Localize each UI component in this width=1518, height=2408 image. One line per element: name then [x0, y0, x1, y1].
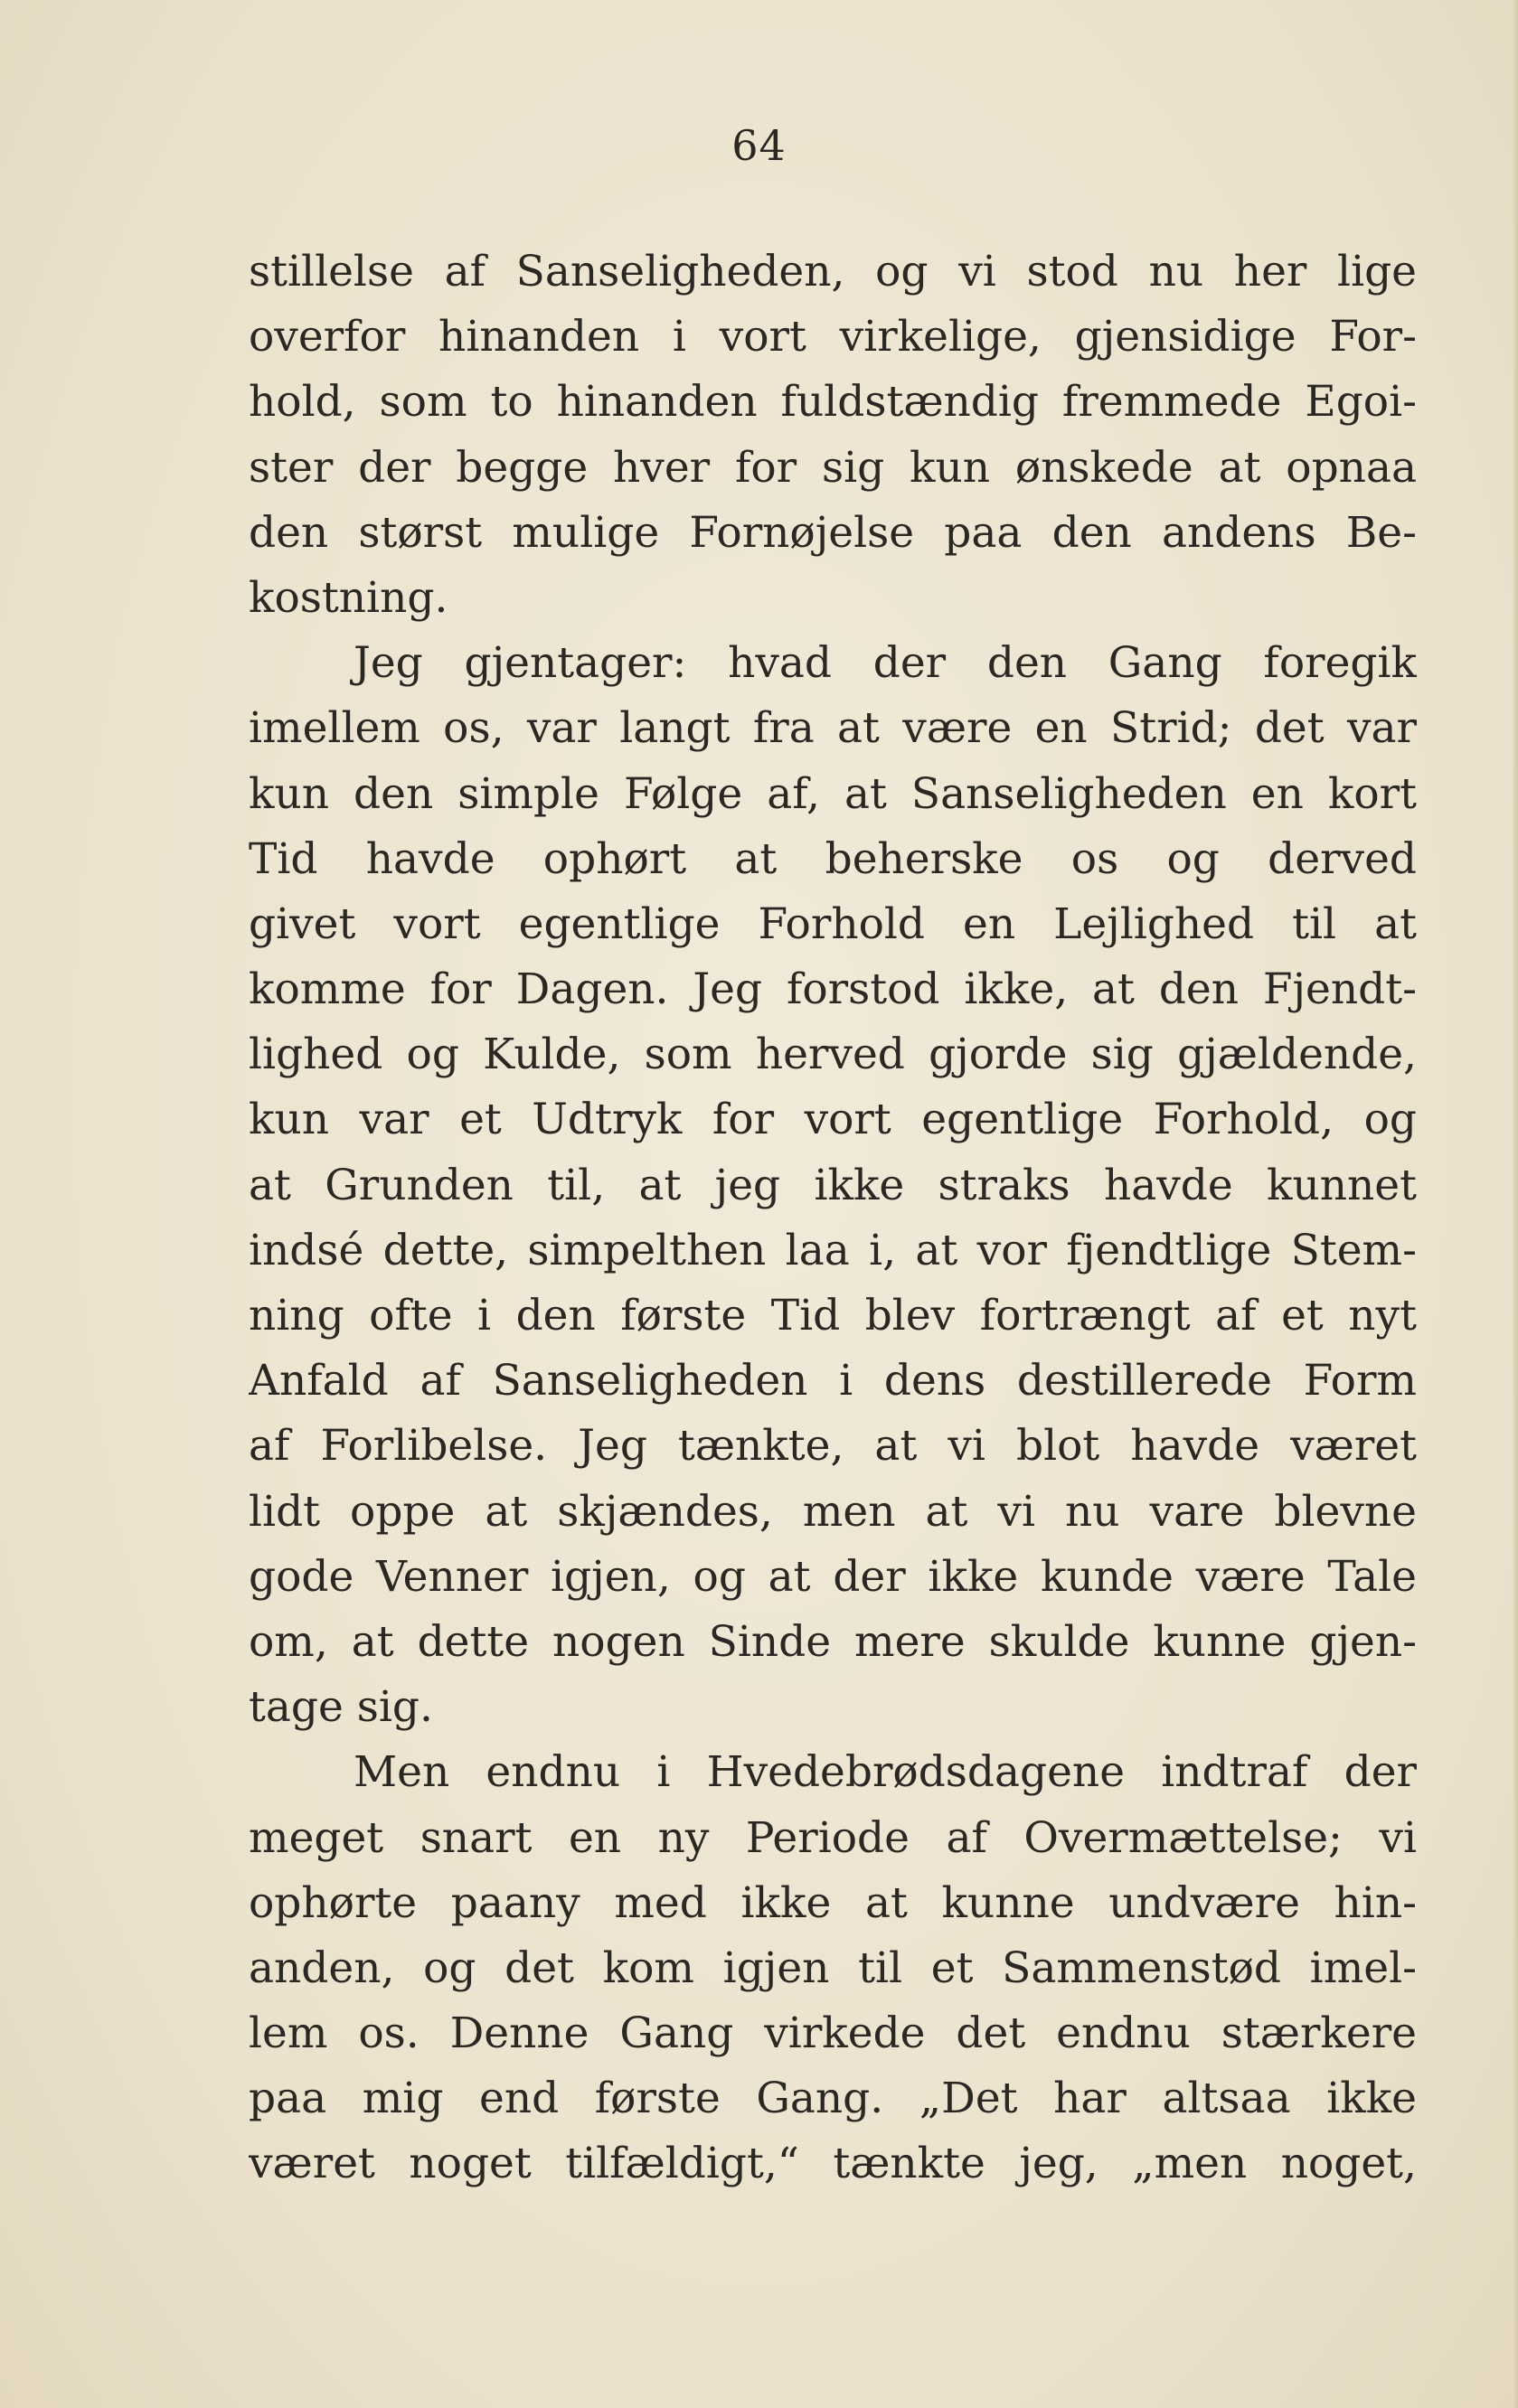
text-line: ster der begge hver for sig kun ønskede at opnaa: [249, 442, 1417, 493]
text-line: af Forlibelse. Jeg tænkte, at vi blot havde været: [249, 1421, 1417, 1472]
text-line: lidt oppe at skjændes, men at vi nu vare blevne: [249, 1486, 1417, 1537]
text-line: den størst mulige Fornøjelse paa den andens Be-: [249, 507, 1417, 558]
text-line: Jeg gjentager: hvad der den Gang foregik: [354, 638, 1417, 689]
text-line: gode Venner igjen, og at der ikke kunde være Tale: [249, 1551, 1417, 1602]
text-line: kostning.: [249, 572, 448, 623]
text-line: givet vort egentlige Forhold en Lejlighed til at: [249, 898, 1417, 949]
text-line: overfor hinanden i vort virkelige, gjensidige For-: [249, 312, 1417, 362]
text-line: lighed og Kulde, som herved gjorde sig gjældende,: [249, 1030, 1417, 1080]
text-line: Men endnu i Hvedebrødsdagene indtraf der: [354, 1747, 1417, 1798]
text-line: kun var et Udtryk for vort egentlige Forhold, og: [249, 1095, 1417, 1145]
page-number: 64: [731, 121, 787, 170]
text-line: indsé dette, simpelthen laa i, at vor fjendtlige Stem-: [249, 1225, 1417, 1275]
text-line: kun den simple Følge af, at Sanseligheden en kort: [249, 768, 1417, 819]
text-line: hold, som to hinanden fuldstændig fremmede Egoi-: [249, 377, 1417, 428]
text-line: anden, og det kom igjen til et Sammenstød imel-: [249, 1942, 1417, 1993]
text-line: Tid havde ophørt at beherske os og derved: [249, 833, 1417, 884]
text-line: stillelse af Sanseligheden, og vi stod nu her lige: [249, 247, 1417, 296]
text-line: paa mig end første Gang. „Det har altsaa ikke: [249, 2074, 1417, 2124]
text-line: tage sig.: [249, 1682, 433, 1733]
body-text: [249, 240, 1417, 2197]
text-line: Anfald af Sanseligheden i dens destillerede Form: [249, 1356, 1417, 1406]
text-line: meget snart en ny Periode af Overmættelse; vi: [249, 1812, 1417, 1863]
text-line: ning ofte i den første Tid blev fortrængt af et nyt: [249, 1291, 1417, 1340]
text-line: imellem os, var langt fra at være en Strid; det var: [249, 703, 1417, 754]
text-line: lem os. Denne Gang virkede det endnu stærkere: [249, 2008, 1417, 2059]
text-line: været noget tilfældigt,“ tænkte jeg, „men noget,: [249, 2139, 1417, 2189]
page-edge: [1513, 0, 1518, 2408]
text-line: komme for Dagen. Jeg forstod ikke, at den Fjendt-: [249, 964, 1417, 1015]
text-line: at Grunden til, at jeg ikke straks havde kunnet: [249, 1160, 1417, 1210]
text-line: om, at dette nogen Sinde mere skulde kunne gjen-: [249, 1616, 1417, 1667]
text-line: ophørte paany med ikke at kunne undvære hin-: [249, 1877, 1417, 1928]
